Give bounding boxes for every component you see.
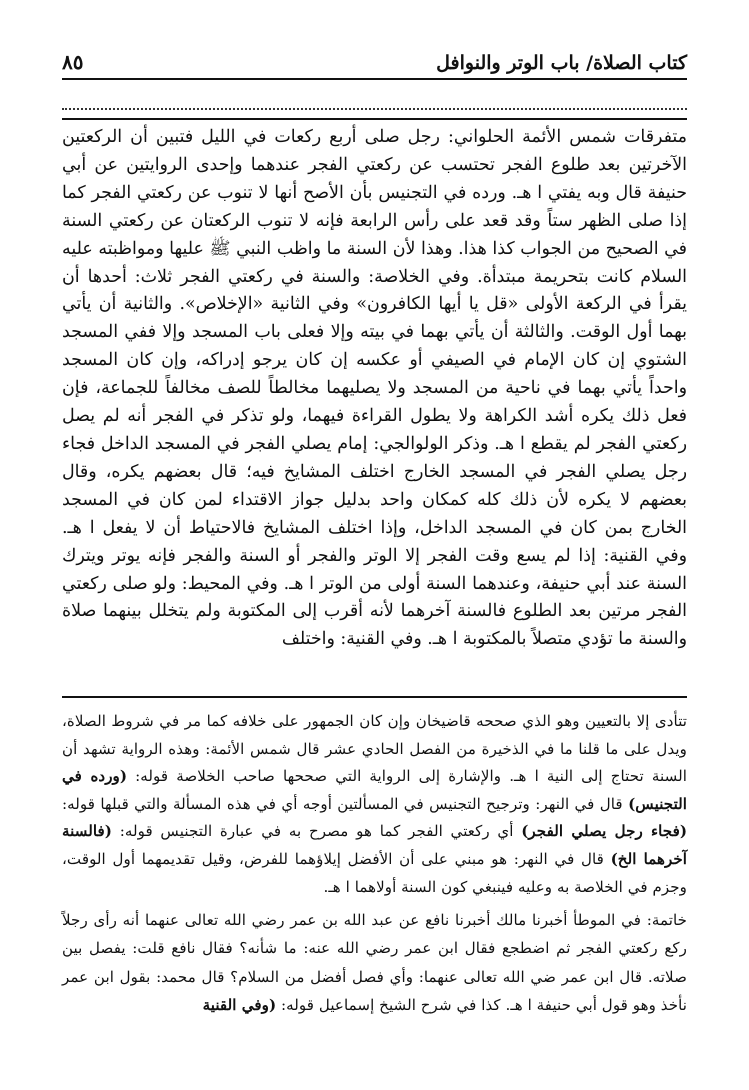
closing-paragraph xyxy=(62,906,687,1020)
closing-bold-term: (وفي القنية xyxy=(202,996,277,1015)
running-title: كتاب الصلاة/ باب الوتر والنوافل xyxy=(436,52,687,74)
closing-text: خاتمة: في الموطأ أخبرنا مالك أخبرنا نافع عن عبد الله بن عمر رضي الله تعالى عنهما أنه رأى رجلاً ركع ركعتي الفجر ثم اضطجع فقال ابن عمر رضي الله عنه: ما شأنه؟ فقال نافع قلت: يفصل بين صلاته. قال ابن عمر ضي الله تعالى عنهما: وأي فصل أفضل من السلام؟ قال محمد: بقول ابن عمر نأخذ وهو قول أبي حنيفة ا هـ. كذا في شرح الشيخ إسماعيل قوله: xyxy=(62,911,687,1015)
main-text: متفرقات شمس الأئمة الحلواني: رجل صلى أربع ركعات في الليل فتبين أن الركعتين الآخرتين بعد طلوع الفجر تحتسب عن ركعتي الفجر عندهما وإحدى الروايتين عن أبي حنيفة قال وبه يفتي ا هـ. ورده في التجنيس بأن الأصح أنها لا تنوب عن ركعتي الفجر كما إذا صلى الظهر ستاً وقد قعد على رأس الرابعة فإنه لا تنوب الركعتان عن ركعتي السنة في الصحيح من الجواب كذا هذا. وهذا لأن السنة ما واظب النبي ﷺ عليها ومواظبته عليه السلام كانت بتحريمة مبتدأة. وفي الخلاصة: والسنة في ركعتي الفجر ثلاث: أحدها أن يقرأ في الركعة الأولى «قل يا أيها الكافرون» وفي الثانية «الإخلاص». والثانية أن يأتي بهما أول الوقت. والثالثة أن يأتي بهما في بيته وإلا فعلى باب المسجد وإلا ففي المسجد الشتوي إن كان الإمام في الصيفي أو عكسه إن كان يرجو إدراكه، وإن كان المسجد واحداً يأتي بهما في ناحية من المسجد ولا يصليهما مخالطاً للصف مخالفاً للجماعة، فإن فعل ذلك يكره أشد الكراهة ولا يطول القراءة فيهما، ولو تذكر في الفجر أنه لم يصل ركعتي الفجر لم يقطع ا هـ. وذكر الولوالجي: إمام يصلي الفجر في المسجد الداخل فجاء رجل يصلي الفجر في المسجد الخارج اختلف المشايخ فيه؛ قال بعضهم يكره، وقال بعضهم لا يكره لأن ذلك كله كمكان واحد بدليل جواز الاقتداء لمن كان في المسجد الخارج بمن كان في المسجد الداخل، وإذا اختلف المشايخ فالاحتياط أن لا يفعل ا هـ. وفي القنية: إذا لم يسع وقت الفجر إلا الوتر والفجر أو السنة والفجر فإنه يوتر ويترك السنة عند أبي حنيفة، وعندهما السنة أولى من الوتر ا هـ. وفي المحيط: ولو صلى ركعتي الفجر مرتين بعد الطلوع فالسنة آخرهما لأنه أقرب إلى المكتوبة ولم يتخلل بينهما صلاة والسنة ما تؤدي متصلاً بالمكتوبة ا هـ. وفي القنية: واختلف xyxy=(62,127,687,650)
footnote-block xyxy=(62,708,687,901)
footnote-bold-term: (فجاء رجل يصلي الفجر) xyxy=(521,822,688,841)
footnote-text: قال في النهر: وترجيح التجنيس في المسألتين أوجه أي في هذه المسألة والتي قبلها قوله: xyxy=(62,794,623,813)
footnote-rule xyxy=(62,696,687,698)
page-header xyxy=(62,42,687,80)
top-rule xyxy=(62,118,687,120)
page-number: ٨٥ xyxy=(62,50,84,74)
footnote-text: أي ركعتي الفجر كما هو مصرح به في عبارة التجنيس قوله: xyxy=(119,822,514,841)
footnote-text: قال في النهر: هو مبني على أن الأفضل إيلاؤهما للفرض، وقيل تقديمهما أول الوقت، وجزم في الخلاصة به وعليه فينبغي كون السنة أولاهما ا هـ. xyxy=(62,849,687,896)
dotted-separator xyxy=(62,80,687,110)
footnote-bold-term: (فالسنة آخرهما الخ) xyxy=(62,822,688,868)
footnote-bold-term: (ورده في التجنيس) xyxy=(62,767,688,813)
footnote-text: تتأدى إلا بالتعيين وهو الذي صححه قاضيخان وإن كان الجمهور على خلافه كما مر في شروط الصلاة، ويدل على ما قلنا ما في الذخيرة من الفصل الحادي عشر قال شمس الأئمة: وهذه الرواية تشهد أن السنة تحتاج إلى النية ا هـ. والإشارة إلى الرواية التي صححها صاحب الخلاصة قوله: xyxy=(62,712,687,786)
